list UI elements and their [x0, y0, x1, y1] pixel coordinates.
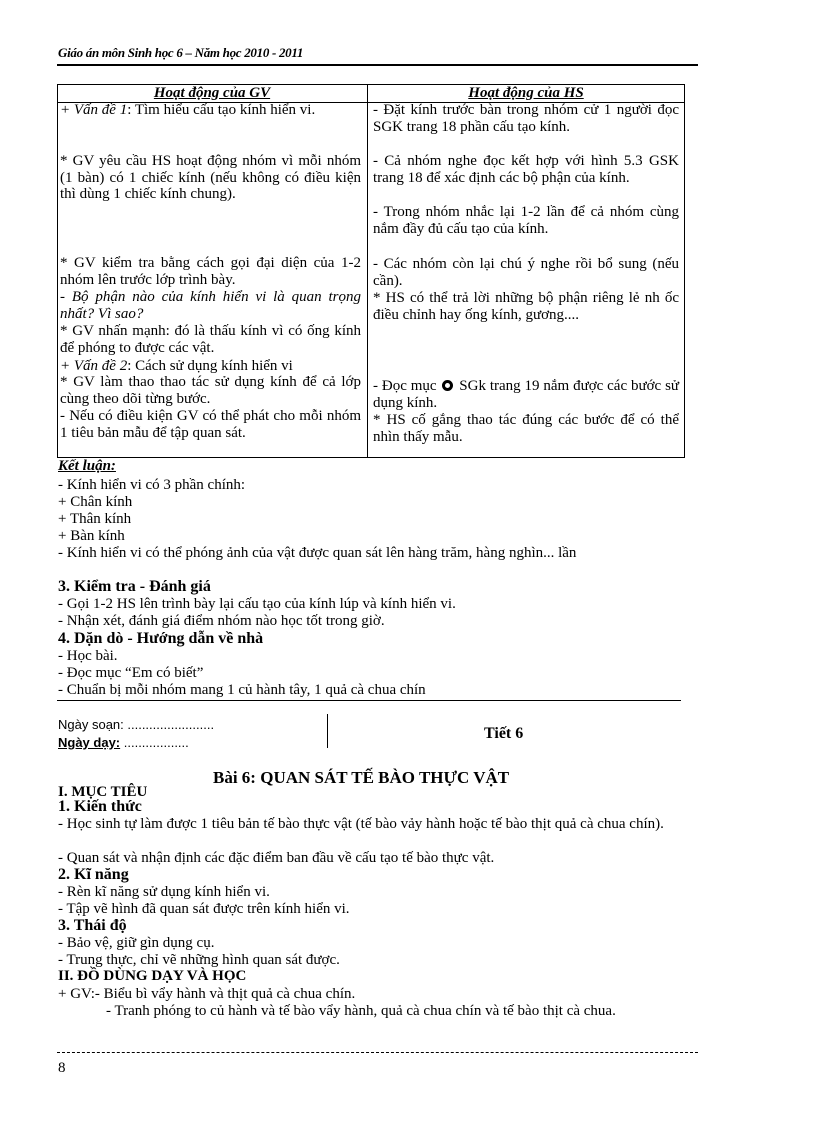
header-rule — [57, 64, 698, 66]
page-header-title: Giáo án môn Sinh học 6 – Năm học 2010 - 2011 — [58, 45, 304, 60]
knowledge-line-1: - Học sinh tự làm được 1 tiêu bản tế bào thực vật (tế bào vảy hành hoặc tế bào thịt quả cà chua chín). — [58, 816, 664, 832]
table-header-hs: Hoạt động của HS — [468, 85, 584, 101]
section-3-line-1: - Gọi 1-2 HS lên trình bày lại cấu tạo của kính lúp và kính hiển vi. — [58, 596, 456, 612]
gv-item-6-text: : Cách sử dụng kính hiển vi — [127, 358, 293, 374]
hs-item-3: - Trong nhóm nhắc lại 1-2 lần để cả nhóm cùng nắm đầy đủ cấu tạo của kính. — [373, 204, 679, 237]
footer-rule — [57, 1052, 698, 1053]
skills-title: 2. Kĩ năng — [58, 866, 129, 883]
conclusion-line-5: - Kính hiển vi có thể phóng ảnh của vật được quan sát lên hàng trăm, hàng nghìn... lần — [58, 545, 577, 561]
attitude-line-2: - Trung thực, chỉ vẽ những hình quan sát được. — [58, 952, 340, 968]
gv-item-6-label: + Vấn đề 2 — [60, 358, 128, 374]
meta-vertical-divider — [327, 714, 328, 748]
page-number: 8 — [58, 1060, 66, 1076]
attitude-title: 3. Thái độ — [58, 917, 127, 934]
objectives-title: I. MỤC TIÊU — [58, 784, 148, 800]
knowledge-title: 1. Kiến thức — [58, 798, 142, 815]
gv-item-3: * GV kiểm tra bằng cách gọi đại diện của 1-2 nhóm lên trước lớp trình bày. — [60, 255, 361, 288]
ngay-soan: Ngày soạn: ........................ — [58, 717, 215, 732]
gv-item-5: * GV nhấn mạnh: đó là thấu kính vì có ống kính để phóng to được các vật. — [60, 323, 361, 356]
table-header-gv: Hoạt động của GV — [153, 85, 271, 101]
hs-item-2: - Cả nhóm nghe đọc kết hợp với hình 5.3 GSK trang 18 để xác định các bộ phận của kính. — [373, 153, 679, 186]
conclusion-line-3: + Thân kính — [58, 511, 132, 527]
gv-item-4: - Bộ phận nào của kính hiển vi là quan trọng nhất? Vì sao? — [60, 289, 361, 322]
ngay-day-dots: .................. — [120, 735, 189, 750]
section-separator-rule — [57, 700, 681, 701]
attitude-line-1: - Bảo vệ, giữ gìn dụng cụ. — [58, 935, 215, 951]
gv-item-1 — [60, 102, 361, 119]
conclusion-line-1: - Kính hiển vi có 3 phần chính: — [58, 477, 246, 493]
knowledge-line-2: - Quan sát và nhận định các đặc điểm ban đầu về cấu tạo tế bào thực vật. — [58, 850, 495, 866]
gv-item-2: * GV yêu cầu HS hoạt động nhóm vì mỗi nhóm (1 bàn) có 1 chiếc kính (nếu không có điều kiện thì dùng 1 chiếc kính chung). — [60, 153, 361, 202]
hs-item-4: - Các nhóm còn lại chú ý nghe rồi bổ sung (nếu cần). — [373, 256, 679, 289]
section-4-line-3: - Chuẩn bị mỗi nhóm mang 1 củ hành tây, 1 quả cà chua chín — [58, 682, 426, 698]
hs-item-7: * HS cố gắng thao tác đúng các bước để có thể nhìn thấy mẫu. — [373, 412, 679, 445]
lesson-title: Bài 6: QUAN SÁT TẾ BÀO THỰC VẬT — [213, 768, 510, 787]
section-4-title: 4. Dặn dò - Hướng dẫn về nhà — [58, 630, 264, 647]
table-column-divider — [367, 84, 368, 458]
gv-item-1-label: + Vấn đề 1 — [60, 102, 128, 118]
gv-item-8: - Nếu có điều kiện GV có thể phát cho mỗi nhóm 1 tiêu bản mẫu để tập quan sát. — [60, 408, 361, 441]
hs-item-6 — [373, 378, 679, 411]
ngay-day-label: Ngày dạy: — [58, 735, 121, 750]
section-3-title: 3. Kiểm tra - Đánh giá — [58, 578, 211, 595]
materials-title: II. ĐỒ DÙNG DẠY VÀ HỌC — [58, 968, 247, 984]
materials-line-1: + GV:- Biểu bì vẩy hành và thịt quả cà chua chín. — [58, 986, 356, 1002]
gv-item-1-text: : Tìm hiểu cấu tạo kính hiển vi. — [127, 102, 316, 118]
materials-line-2: - Tranh phóng to củ hành và tế bào vẩy hành, quả cà chua chín và tế bào thịt cà chua. — [106, 1003, 616, 1019]
hs-item-1: - Đặt kính trước bàn trong nhóm cử 1 người đọc SGK trang 18 phần cấu tạo kính. — [373, 102, 679, 135]
section-4-line-2: - Đọc mục “Em có biết” — [58, 665, 204, 681]
tiet-label: Tiết 6 — [484, 725, 524, 742]
skills-line-1: - Rèn kĩ năng sử dụng kính hiển vi. — [58, 884, 270, 900]
gv-item-6 — [60, 358, 361, 375]
skills-line-2: - Tập vẽ hình đã quan sát được trên kính hiển vi. — [58, 901, 350, 917]
hs-item-6-b: SGk trang 19 nắm được các bước sử dụng kính. — [373, 378, 680, 411]
ngay-day — [58, 735, 189, 750]
section-3-line-2: - Nhận xét, đánh giá điểm nhóm nào học tốt trong giờ. — [58, 613, 385, 629]
conclusion-title: Kết luận: — [58, 458, 116, 474]
hs-item-5: * HS có thể trả lời những bộ phận riêng lẻ nh ốc điều chỉnh hay ống kính, gương.... — [373, 290, 679, 323]
hs-item-6-a: - Đọc mục — [373, 378, 437, 394]
section-4-line-1: - Học bài. — [58, 648, 118, 664]
circle-bullet-icon — [442, 380, 453, 391]
conclusion-line-4: + Bàn kính — [58, 528, 125, 544]
gv-item-7: * GV làm thao thao tác sử dụng kính để cả lớp cùng theo dõi từng bước. — [60, 374, 361, 407]
conclusion-line-2: + Chân kính — [58, 494, 133, 510]
